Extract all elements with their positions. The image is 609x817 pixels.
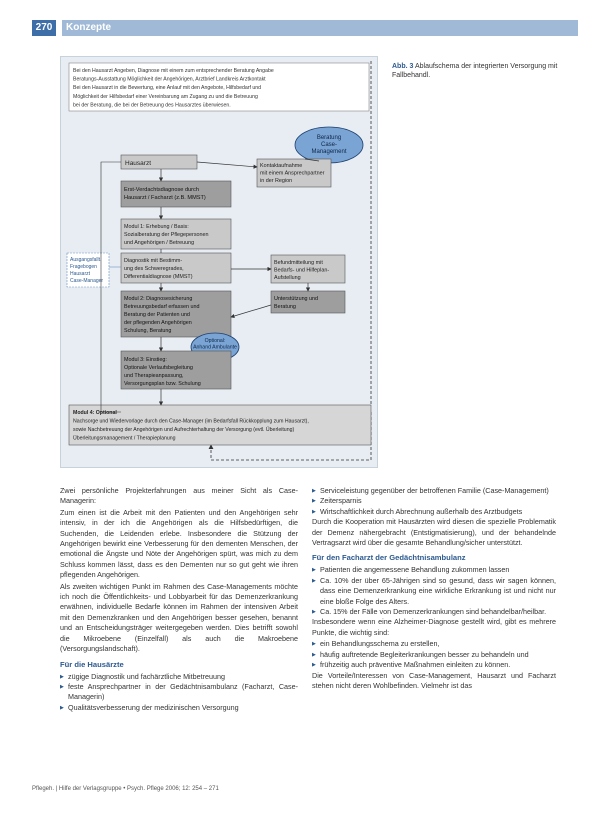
list-item: ▶ ein Behandlungsschema zu erstellen, <box>312 639 556 649</box>
flowchart-figure <box>60 56 378 468</box>
box_kontakt-line: mit einem Ansprechpartner <box>260 170 325 177</box>
list-item: ▶ häufig auftretende Begleiterkrankungen besser zu behandeln und <box>312 650 556 660</box>
right-heading: Für den Facharzt der Gedächtnisambulanz <box>312 553 466 563</box>
box_befund-line: Befundmitteilung mit <box>274 260 323 266</box>
list-item: ▶ frühzeitig auch präventive Maßnahmen einleiten zu können. <box>312 660 556 670</box>
box_case_manager-line: Beratung <box>316 135 342 141</box>
box_befund-line: Bedarfs- und Hilfeplan- <box>274 267 330 274</box>
box_kontakt-line: in der Region <box>260 178 293 184</box>
box_diagnose-line: Differentialdiagnose (MMST) <box>124 274 193 280</box>
box_modul2-line: Beratung der Patienten und <box>124 312 190 318</box>
list-item: ▶ Ca. 10% der über 65-Jährigen sind so gesund, dass wir sagen können, dass eine Demenzerkrankung eine wirkliche Erkrankung ist und nicht nur eine bloße Folge des Alters. <box>312 576 556 607</box>
arrow-unterstuetzung-modul2 <box>231 305 271 317</box>
box_case_manager-line: Management <box>311 149 347 155</box>
box_unterstuetzung-line: Unterstützung und <box>274 296 319 302</box>
caption-text: Ablaufschema der integrierten Versorgung mit Fallbehandl. <box>392 63 558 79</box>
list-item: ▶ Patienten die angemessene Behandlung zukommen lassen <box>312 565 556 575</box>
box_modul4-line: Nachsorge und Wiedervorlage durch den Case-Manager (im Bedarfsfall Rückkopplung zum Hausarzt), <box>73 418 309 425</box>
box_befund-line: Aufstellung <box>274 275 301 281</box>
right-bullet-list-mid <box>312 565 556 617</box>
intro-line: bei der Beratung, die bei der Betreuung des Hausarztes überwiesen. <box>73 102 231 109</box>
left-bullet-list <box>60 672 298 714</box>
flowchart <box>61 57 377 467</box>
list-item: ▶ zügige Diagnostik und fachärztliche Mitbetreuung <box>60 672 298 682</box>
list-item: ▶ Zeitersparnis <box>312 496 556 506</box>
right-column <box>312 486 556 692</box>
right-paragraph-3: Die Vorteile/Interessen von Case-Management, Hausarzt und Facharzt stehen nicht deren Wohlbefinden. Vielmehr ist das <box>312 670 556 690</box>
verdacht-box <box>121 181 231 207</box>
page-number: 270 <box>32 20 56 36</box>
box_kontakt-line: Kontaktaufnahme <box>260 163 303 169</box>
box_modul2-line: Schulung, Beratung <box>124 328 172 334</box>
side_note-line: Fragebogen <box>70 264 97 270</box>
left-column <box>60 486 298 713</box>
box_modul3-line: Optionale Verlaufsbegleitung <box>124 365 193 371</box>
box_modul3-line: Modul 3: Einstieg: <box>124 357 167 363</box>
side_note-line: Hausarzt <box>70 271 91 277</box>
intro-line: Bei den Hausarzt Angeben, Diagnose mit einem zum entsprechender Beratung Angabe <box>73 68 274 74</box>
box_modul4-line: sowie Nachbetreuung der Angehörigen und Aufrechterhaltung der Versorgung (evtl. Überleitung) <box>73 427 295 433</box>
box_modul1-line: Modul 1: Erhebung / Basis: <box>124 224 189 230</box>
list-item: ▶ Ca. 15% der Fälle von Demenzerkrankungen sind behandelbar/heilbar. <box>312 607 556 617</box>
box_modul1-line: Sozialberatung der Pflegepersonen <box>124 232 209 238</box>
arrow-hausarzt-kontakt <box>197 162 257 167</box>
list-item: ▶ Wirtschaftlichkeit durch Abrechnung außerhalb des Arztbudgets <box>312 507 556 517</box>
section-header: Konzepte <box>62 20 578 36</box>
side_note-line: Ausgangsfallt. <box>70 257 102 263</box>
box_optional-line: Optional: <box>204 338 226 344</box>
list-item: ▶ feste Ansprechpartner in der Gedächtnisambulanz (Facharzt, Case-Managerin) <box>60 682 298 703</box>
list-item: ▶ Serviceleistung gegenüber der betroffenen Familie (Case-Management) <box>312 486 556 496</box>
page-footer: Pflegeh. | Hilfe der Verlagsgruppe • Psych. Pflege 2006; 12: 254 – 271 <box>32 786 219 792</box>
left-paragraph-3: Als zweiten wichtigen Punkt im Rahmen des Case-Managements möchte ich noch die Öffentlichkeits- und Lobbyarbeit für das Demenzerkrankung erwähnen, individuelle Bedarfe können im Rahmen der intensiven Arbeit mit den Demenzkranken und den Angehörigen besser gesehen, benannt und an Entscheidungsträger weitergegeben werden. Dies betrifft sowohl die Mikroebene (Einzelfall) als auch die Makroebene (Versorgungslandschaft). <box>60 581 298 654</box>
box_modul2-line: der pflegenden Angehörigen <box>124 320 192 326</box>
left-paragraph-1: Zwei persönliche Projekterfahrungen aus meiner Sicht als Case-Managerin: <box>60 486 298 506</box>
box_modul4-line: Überleitungsmanagement / Therapieplanung <box>73 435 176 442</box>
intro-line: Bei den Hausarzt in die Bewertung, eine Anlauf mit den Angebote, Hilfsbedarf und <box>73 85 262 92</box>
box_diagnose-line: Diagnostik mit Bestimm- <box>124 258 183 264</box>
figure-caption <box>392 62 570 80</box>
side_note-line: Case-Manager <box>70 278 104 284</box>
left-paragraph-2: Zum einen ist die Arbeit mit den Patienten und den Angehörigen sehr intensiv, in der ich die Angehörigen als die Hilfsbedürftigen, die Suchenden, die Leidenden erlebe. Insbesondere die Stützung der Angehörigen bewirkt eine Verbesserung für den dementen Menschen, der emotional die Ängste und Nöte der Angehörigen spürt, was mich zu dem Schluss kommen lässt, dass es den Dementen nur so gut geht wie ihren pflegenden Angehörigen. <box>60 507 298 580</box>
box_optional-line: Anhand Ambulante <box>193 344 237 351</box>
box_verdacht-line: Hausarzt / Facharzt (z.B. MMST) <box>124 195 206 201</box>
right-paragraph-1: Durch die Kooperation mit Hausärzten wird diesen die spezielle Problematik der Demenz nähergebracht (Entstigmatisierung), und der behandelnde Vertragsarzt wird über die gesamte Behandlung/sicher unterstützt. <box>312 517 556 548</box>
hausarzt-label: Hausarzt <box>125 160 152 167</box>
box_modul3-line: und Therapieanpassung, <box>124 373 184 379</box>
box_modul1-line: und Angehörigen / Betreuung <box>124 240 195 246</box>
box_diagnose-line: ung des Schweregrades, <box>124 266 184 272</box>
right-bullet-list-bottom <box>312 639 556 670</box>
list-item: ▶ Qualitätsverbesserung der medizinischen Versorgung <box>60 703 298 713</box>
right-bullet-list-top <box>312 486 556 517</box>
box_case_manager-line: Case- <box>320 142 338 148</box>
intro-line: Beratungs-Ausstattung Möglichkeit der Angehörigen, Arztbrief Landkreis Arztkontakt <box>73 76 266 83</box>
box_modul4-line: Modul 4: Optional <box>73 410 117 416</box>
intro-line: Möglichkeit der Hilfsbedarf einer Vereinbarung am Zugang zu und die Betreuung <box>73 93 258 100</box>
box_modul2-line: Betreuungsbedarf erfassen und <box>124 304 200 310</box>
box_modul3-line: Versorgungsplan bzw. Schulung <box>124 381 201 387</box>
box_verdacht-line: Erst-Verdachtsdiagnose durch <box>124 187 199 193</box>
caption-label: Abb. 3 <box>392 63 414 70</box>
right-paragraph-2: Insbesondere wenn eine Alzheimer-Diagnose gestellt wird, gibt es mehrere Punkte, die wichtig sind: <box>312 617 556 637</box>
box_unterstuetzung-line: Beratung <box>274 304 296 310</box>
left-heading: Für die Hausärzte <box>60 659 124 669</box>
box_modul2-line: Modul 2: Diagnosesicherung <box>124 296 193 302</box>
